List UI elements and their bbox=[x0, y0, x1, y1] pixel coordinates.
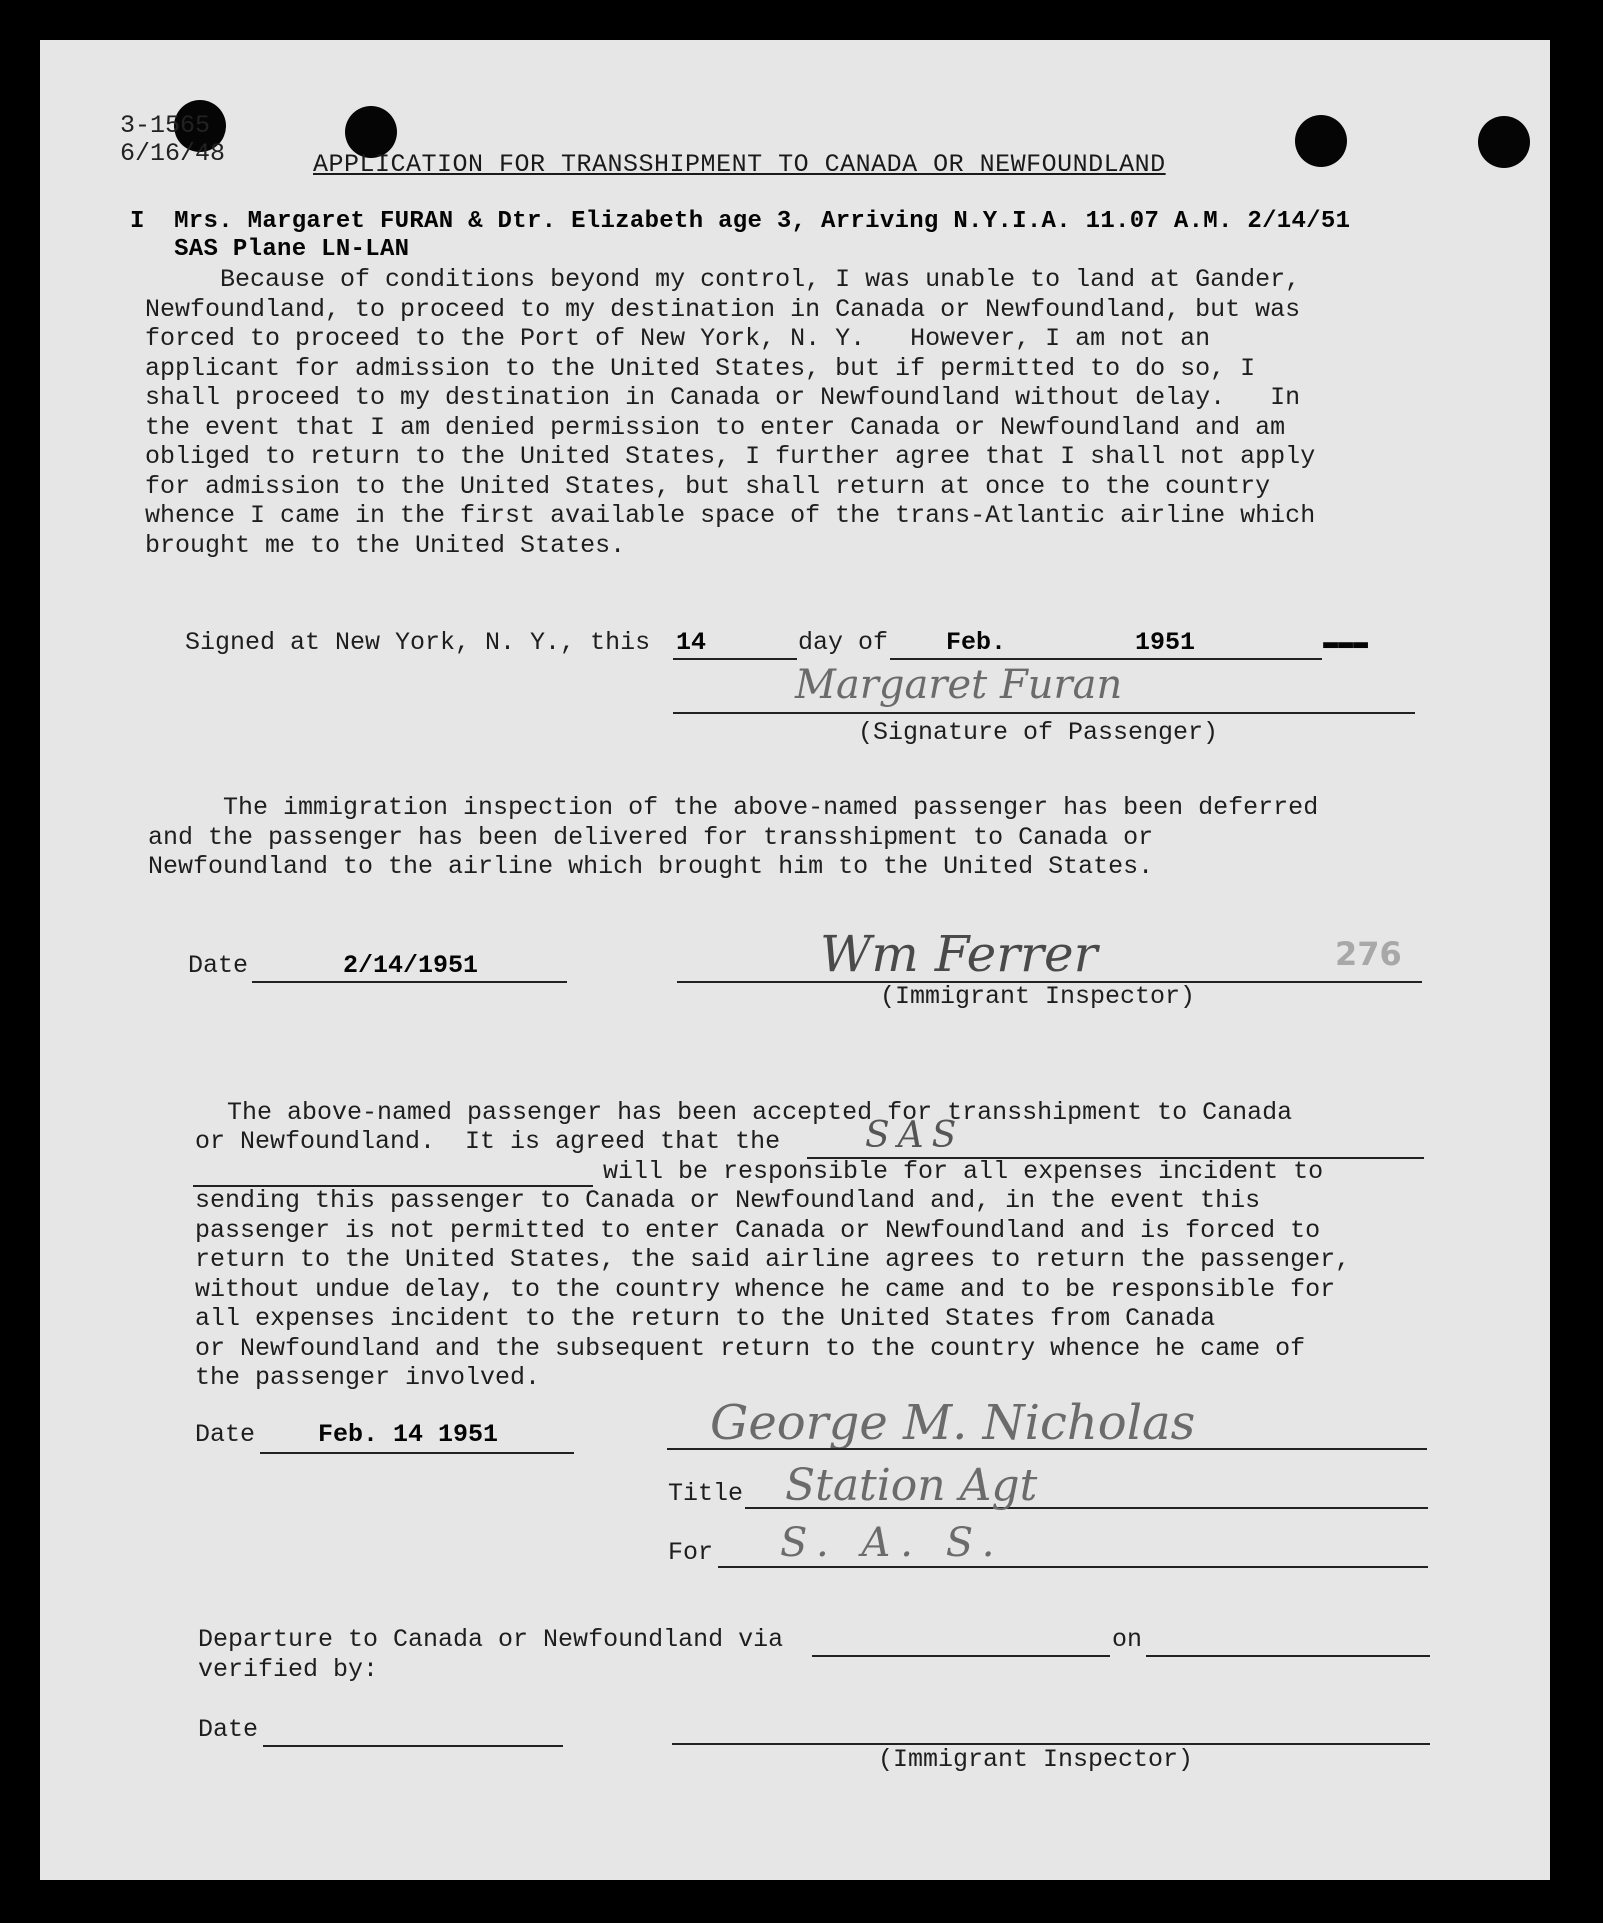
airline-agent-signature: George M. Nicholas bbox=[710, 1395, 1196, 1451]
signed-at-label: Signed at New York, N. Y., this bbox=[185, 628, 651, 657]
acceptance-line1: The above-named passenger has been accepted for transshipment to Canada bbox=[152, 1098, 1293, 1127]
inspector-date-value[interactable]: 2/14/1951 bbox=[343, 951, 479, 980]
form-id: 3-1565 6/16/48 bbox=[120, 111, 226, 168]
departure-date-line bbox=[263, 1745, 563, 1747]
month-value[interactable]: Feb. bbox=[946, 628, 1007, 657]
month-year-line bbox=[890, 658, 1322, 660]
inspector-caption: (Immigrant Inspector) bbox=[880, 982, 1196, 1011]
departure-on-line bbox=[1146, 1655, 1430, 1657]
punch-hole bbox=[1478, 116, 1530, 168]
acceptance-line3: will be responsible for all expenses incident to bbox=[603, 1157, 1324, 1186]
acceptance-statement: sending this passenger to Canada or Newfoundland and, in the event this passenger is not permitted to enter Canada or Newfoundland and is forced to return to the United States, the said airline agrees to return the passenger, without undue delay, to the country whence he came and to be responsible for all expenses incident to the return to the United States from Canada or Newfoundland and the subsequent return to the country whence he came of the passenger involved. bbox=[195, 1186, 1351, 1392]
passenger-header: I Mrs. Margaret FURAN & Dtr. Elizabeth age 3, Arriving N.Y.I.A. 11.07 A.M. 2/14/51 SAS Plane LN-LAN bbox=[130, 208, 1351, 263]
airline-date-line bbox=[260, 1452, 574, 1454]
passenger-signature: Margaret Furan bbox=[795, 662, 1123, 708]
for-line bbox=[718, 1566, 1428, 1568]
inspector-stamp-number: 276 bbox=[1335, 935, 1402, 973]
departure-via-line bbox=[812, 1655, 1110, 1657]
departure-on-label: on bbox=[1112, 1625, 1143, 1654]
title-value[interactable]: Station Agt bbox=[785, 1460, 1038, 1511]
inspection-deferred-statement: The immigration inspection of the above-named passenger has been deferred and the passenger has been delivered for transshipment to Canada or Newfoundland to the airline which brought him to the United States. bbox=[148, 793, 1319, 881]
page-title: APPLICATION FOR TRANSSHIPMENT TO CANADA OR NEWFOUNDLAND bbox=[313, 150, 1166, 179]
departure-label: Departure to Canada or Newfoundland via bbox=[198, 1625, 784, 1654]
inspector-date-label: Date bbox=[188, 951, 249, 980]
departure-inspector-caption: (Immigrant Inspector) bbox=[878, 1745, 1194, 1774]
inspector-date-line bbox=[252, 981, 567, 983]
acceptance-line2: or Newfoundland. It is agreed that the bbox=[195, 1127, 781, 1156]
airline-date-value[interactable]: Feb. 14 1951 bbox=[318, 1420, 499, 1449]
application-statement: Because of conditions beyond my control, I was unable to land at Gander, Newfoundland, to proceed to my destination in Canada or Newfoundland, but was forced to proceed to the Port of New York, N. Y. However, I am not an applicant for admission to the United States, but if permitted to do so, I shall proceed to my destination in Canada or Newfoundland without delay. In the event that I am denied permission to enter Canada or Newfoundland and am obliged to return to the United States, I further agree that I shall not apply for admission to the United States, but shall return at once to the country whence I came in the first available space of the trans-Atlantic airline which brought me to the United States. bbox=[145, 265, 1316, 560]
airline-name-value[interactable]: SAS bbox=[865, 1115, 965, 1156]
day-of-label: day of bbox=[798, 628, 889, 657]
for-label: For bbox=[668, 1538, 714, 1567]
struck-year-suffix: ▬▬▬ bbox=[1323, 628, 1369, 657]
passenger-signature-caption: (Signature of Passenger) bbox=[858, 718, 1219, 747]
day-value[interactable]: 14 bbox=[676, 628, 707, 657]
punch-hole bbox=[1295, 115, 1347, 167]
passenger-signature-line bbox=[673, 712, 1415, 714]
inspector-signature: Wm Ferrer bbox=[820, 925, 1098, 983]
for-value[interactable]: S. A. S. bbox=[780, 1520, 1005, 1566]
verified-by-label: verified by: bbox=[198, 1655, 379, 1684]
departure-date-label: Date bbox=[198, 1715, 259, 1744]
airline-signature-line bbox=[667, 1448, 1427, 1450]
title-label: Title bbox=[668, 1479, 744, 1508]
day-line bbox=[673, 658, 797, 660]
year-value[interactable]: 1951 bbox=[1135, 628, 1196, 657]
airline-date-label: Date bbox=[195, 1420, 256, 1449]
